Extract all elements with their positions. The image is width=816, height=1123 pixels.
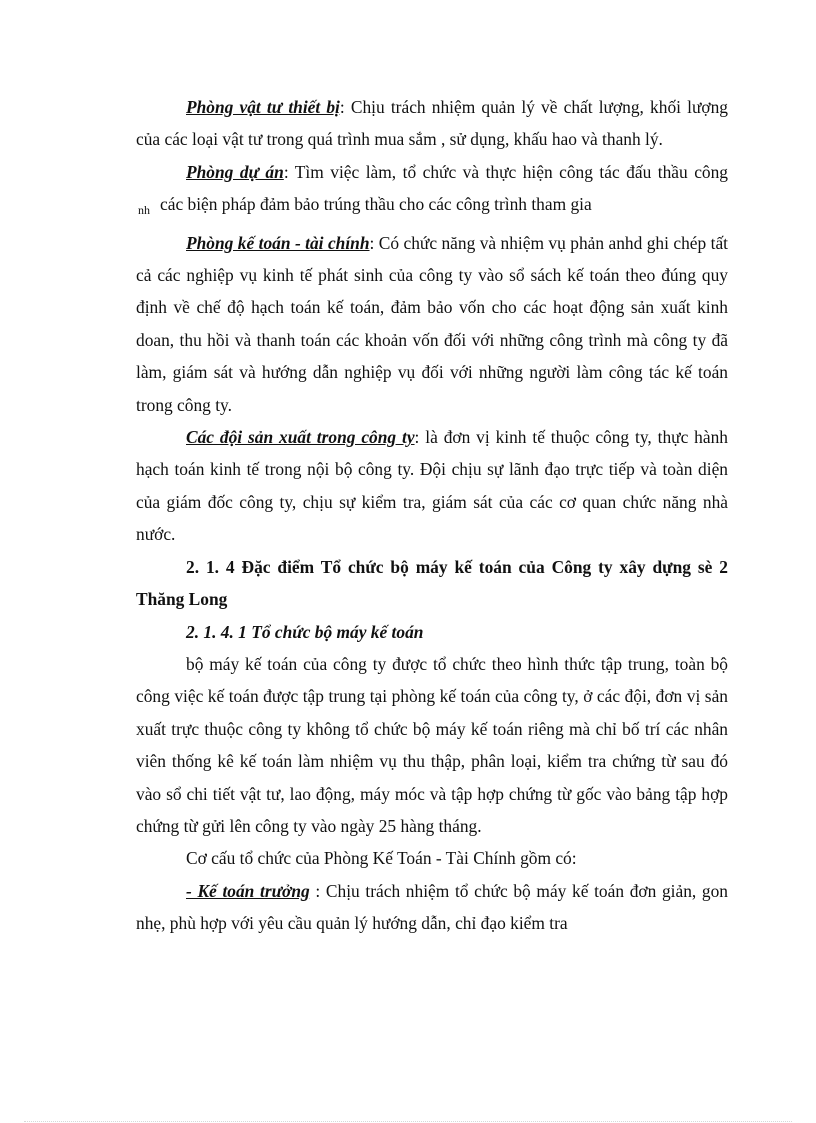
- section-heading: 2. 1. 4 Đặc điểm Tổ chức bộ máy kế toán của Công ty xây dựng sè 2 Thăng Long: [136, 556, 728, 610]
- heading-production-teams: Các đội sản xuất trong công ty: [186, 427, 415, 448]
- heading-materials-dept: Phòng vật tư thiết bị: [186, 97, 340, 117]
- heading-project-dept: Phòng dự án: [186, 161, 284, 182]
- subscript-fragment: nh: [138, 203, 150, 218]
- paragraph-materials-dept: [136, 91, 728, 156]
- subsection-heading: 2. 1. 4. 1 Tổ chức bộ máy kế toán: [186, 621, 424, 642]
- heading-chief-accountant: - Kế toán trưởng: [186, 880, 310, 901]
- text-accounting-dept: : Có chức năng và nhiệm vụ phản anhd ghi chép tất cả các nghiệp vụ kinh tế phát sinh của công ty vào sổ sách kế toán theo đúng quy định về chế độ hạch toán kế toán, đảm bảo vốn cho các hoạt động sản xuất kinh doan, thu hồi và thanh toán các khoản vốn đối với những công trình mà công ty đã làm, giám sát và hướng dẫn nghiệp vụ đối với những người làm công tác kế toán trong công ty.: [136, 232, 728, 415]
- paragraph-production-teams: [136, 421, 728, 551]
- text-project-dept-2: các biện pháp đảm bảo trúng thầu cho các công trình tham gia: [160, 194, 592, 215]
- page-bottom-divider: [24, 1121, 792, 1122]
- text-materials-dept: : Chịu trách nhiệm quản lý về chất lượng, khối lượng của các loại vật tư trong quá trình mua sắm , sử dụng, khấu hao và thanh lý.: [136, 97, 728, 150]
- heading-accounting-dept: Phòng kế toán - tài chính: [186, 232, 370, 253]
- text-chief-accountant: : Chịu trách nhiệm tổ chức bộ máy kế toán đơn giản, gon nhẹ, phù hợp với yêu cầu quản lý hướng dẫn, chỉ đạo kiểm tra: [136, 880, 729, 934]
- paragraph-accounting-dept: [136, 227, 728, 421]
- paragraph-accounting-structure: bộ máy kế toán của công ty được tổ chức theo hình thức tập trung, toàn bộ công việc kế toán được tập trung tại phòng kế toán của công ty, ở các đội, đơn vị sản xuất trực thuộc công ty không tổ chức bộ máy kế toán riêng mà chỉ bố trí các nhân viên thống kê kế toán làm nhiệm vụ thu thập, phân loại, kiểm tra chứng từ sau đó vào sổ chi tiết vật tư, lao động, máy móc và tập hợp chứng từ gốc vào bảng tập hợp chứng từ gửi lên công ty vào ngày 25 hàng tháng.: [136, 653, 728, 836]
- document-page: [136, 91, 728, 940]
- text-project-dept-1: : Tìm việc làm, tổ chức và thực hiện công tác đấu thầu công: [283, 161, 728, 182]
- text-production-teams: : là đơn vị kinh tế thuộc công ty, thực hành hạch toán kinh tế trong nội bộ công ty. Đội chịu sự lãnh đạo trực tiếp và toàn diện của giám đốc công ty, chịu sự kiểm tra, giám sát của các cơ quan chức năng nhà nước.: [136, 427, 728, 545]
- paragraph-chief-accountant: [136, 875, 728, 940]
- paragraph-project-dept: [136, 156, 728, 227]
- paragraph-org-structure: Cơ cấu tổ chức của Phòng Kế Toán - Tài Chính gồm có:: [186, 848, 577, 869]
